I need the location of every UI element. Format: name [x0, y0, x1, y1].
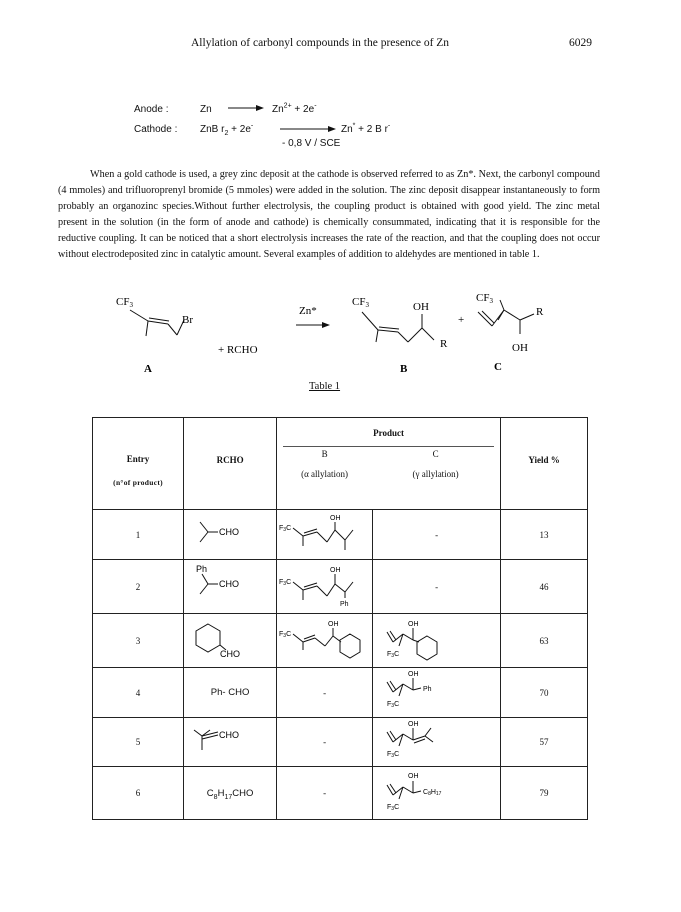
- svg-text:F3C: F3C: [279, 525, 292, 533]
- product-b-cell: [277, 560, 373, 614]
- svg-text:CHO: CHO: [219, 730, 240, 740]
- rcho-header-cell: [184, 418, 277, 510]
- running-title: Allylation of carbonyl compounds in the presence of Zn: [191, 37, 450, 49]
- svg-text:Ph: Ph: [196, 564, 208, 574]
- anode-arrow: [228, 103, 264, 113]
- c-subheader: (γ allylation): [412, 469, 459, 479]
- product-c-structure: [373, 718, 500, 761]
- cathode-label: Cathode :: [134, 124, 178, 135]
- svg-text:CHO: CHO: [219, 579, 240, 589]
- yield-value: 13: [501, 510, 588, 560]
- rcho-cell: [184, 560, 277, 614]
- svg-text:OH: OH: [330, 567, 341, 574]
- label-c: C: [494, 361, 502, 373]
- product-b-structure: [277, 510, 372, 554]
- product-c-cell: [373, 718, 501, 767]
- yield-header-cell: [501, 418, 588, 510]
- product-header-cell: [277, 418, 501, 510]
- anode-reactant: Zn: [200, 104, 212, 115]
- svg-text:F3C: F3C: [387, 804, 400, 812]
- b-subheader: (α allylation): [301, 469, 349, 479]
- c-header: C: [432, 449, 439, 459]
- svg-text:Ph: Ph: [340, 601, 349, 608]
- plus-sign: +: [458, 314, 465, 326]
- entry-number: 2: [93, 560, 184, 614]
- results-table: [92, 417, 588, 820]
- product-divider: [283, 446, 494, 447]
- a-br-label: Br: [182, 314, 193, 326]
- entry-header: Entry: [126, 454, 150, 464]
- product-c-structure: [373, 767, 500, 814]
- b-r-label: R: [440, 338, 448, 350]
- table-row: [93, 718, 588, 767]
- product-b-cell: [277, 614, 373, 668]
- svg-text:C8H17: C8H17: [423, 789, 442, 797]
- rcho-cell: [184, 614, 277, 668]
- rcho-cell: $C_8H_{17}CHO$: [184, 767, 277, 820]
- product-b-structure: [277, 560, 372, 608]
- yield-value: 57: [501, 718, 588, 767]
- entry-number: 6: [93, 767, 184, 820]
- entry-number: 1: [93, 510, 184, 560]
- entry-subheader: (n°of product): [113, 478, 163, 487]
- svg-text:F3C: F3C: [387, 701, 400, 709]
- svg-text:Ph: Ph: [423, 686, 432, 693]
- c-cf3-label: CF3: [476, 292, 493, 305]
- table-row: [93, 614, 588, 668]
- label-b: B: [400, 363, 408, 375]
- table-row: [93, 510, 588, 560]
- svg-text:OH: OH: [408, 621, 419, 628]
- yield-header: Yield %: [528, 454, 560, 465]
- svg-text:OH: OH: [330, 515, 341, 522]
- svg-text:OH: OH: [328, 621, 339, 628]
- product-c-cell: -: [373, 510, 501, 560]
- structure-c: [478, 300, 534, 334]
- c-r-label: R: [536, 306, 544, 318]
- entry-number: 4: [93, 668, 184, 718]
- body-paragraph: When a gold cathode is used, a grey zinc deposit at the cathode is observed referred to as Zn*. Next, the carbonyl compound (4 mmoles) and trifluoroprenyl bromide (5 mmoles) were added in the solution. The zinc deposit disappear instantaneously to form probably an organozinc species.Without further electrolysis, the coupling product is obtained with good yield. The zinc metal present in the solution (in the form of anode and cathode) is chemically consummated, indicating that it is responsible for the reductive coupling. It can be noticed that a short electrolysis increases the rate of the reaction, and that the coupling does not occur without electrodeposited zinc in catalytic amount. Several examples of addition to aldehydes are mentioned in table 1.: [58, 169, 600, 260]
- svg-text:F3C: F3C: [279, 579, 292, 587]
- yield-value: 70: [501, 668, 588, 718]
- cathode-reactant: ZnB $r_2 + 2e^-$: [200, 122, 254, 137]
- product-c-cell: [373, 767, 501, 820]
- a-cf3-label: CF3: [116, 296, 133, 309]
- product-c-cell: [373, 614, 501, 668]
- product-header: Product: [373, 428, 404, 438]
- rcho-header: RCHO: [216, 454, 244, 465]
- svg-text:F3C: F3C: [387, 651, 400, 659]
- rcho-cell: [184, 718, 277, 767]
- entry-header-cell: [93, 418, 184, 510]
- rcho-structure: [184, 510, 276, 554]
- table-header-row: [93, 418, 588, 510]
- product-b-cell: [277, 510, 373, 560]
- b-header: B: [321, 449, 328, 459]
- reaction-scheme: [100, 290, 560, 390]
- svg-text:OH: OH: [408, 721, 419, 728]
- product-c-cell: [373, 668, 501, 718]
- svg-text:CHO: CHO: [220, 649, 241, 659]
- product-b-cell: -: [277, 718, 373, 767]
- svg-text:CHO: CHO: [219, 527, 240, 537]
- b-cf3-label: CF3: [352, 296, 369, 309]
- reagent-zn: Zn*: [299, 305, 317, 317]
- rcho-cell: [184, 510, 277, 560]
- cathode-product: Zn* + 2 B r-: [341, 122, 391, 135]
- label-a: A: [144, 363, 152, 375]
- product-b-cell: -: [277, 767, 373, 820]
- rcho-structure: [184, 560, 276, 608]
- anode-label: Anode :: [134, 104, 169, 115]
- svg-text:F3C: F3C: [279, 631, 292, 639]
- c-oh-label: OH: [512, 342, 528, 354]
- product-b-structure: [277, 614, 372, 662]
- table-row: [93, 767, 588, 820]
- rcho-structure: [184, 718, 276, 761]
- table-row: [93, 668, 588, 718]
- cathode-potential: - 0,8 V / SCE: [282, 138, 341, 149]
- product-b-cell: -: [277, 668, 373, 718]
- scheme-arrow: [296, 322, 330, 328]
- rcho-structure: [184, 614, 276, 662]
- yield-value: 63: [501, 614, 588, 668]
- structure-b: [362, 312, 434, 342]
- svg-text:OH: OH: [408, 773, 419, 780]
- product-c-structure: [373, 614, 500, 662]
- plus-rcho: + RCHO: [218, 344, 258, 356]
- entry-number: 3: [93, 614, 184, 668]
- table-caption: Table 1: [309, 381, 341, 392]
- anode-product: $Zn^{2+} + 2e^-$: [272, 102, 317, 115]
- entry-number: 5: [93, 718, 184, 767]
- cathode-arrow: [280, 124, 336, 134]
- svg-text:F3C: F3C: [387, 751, 400, 759]
- structure-a: [130, 310, 184, 336]
- yield-value: 79: [501, 767, 588, 820]
- product-c-cell: -: [373, 560, 501, 614]
- page-number: 6029: [569, 37, 592, 49]
- rcho-cell: Ph- CHO: [184, 668, 277, 718]
- table-row: [93, 560, 588, 614]
- svg-text:OH: OH: [408, 671, 419, 678]
- b-oh-label: OH: [413, 301, 429, 313]
- yield-value: 46: [501, 560, 588, 614]
- product-c-structure: [373, 668, 500, 712]
